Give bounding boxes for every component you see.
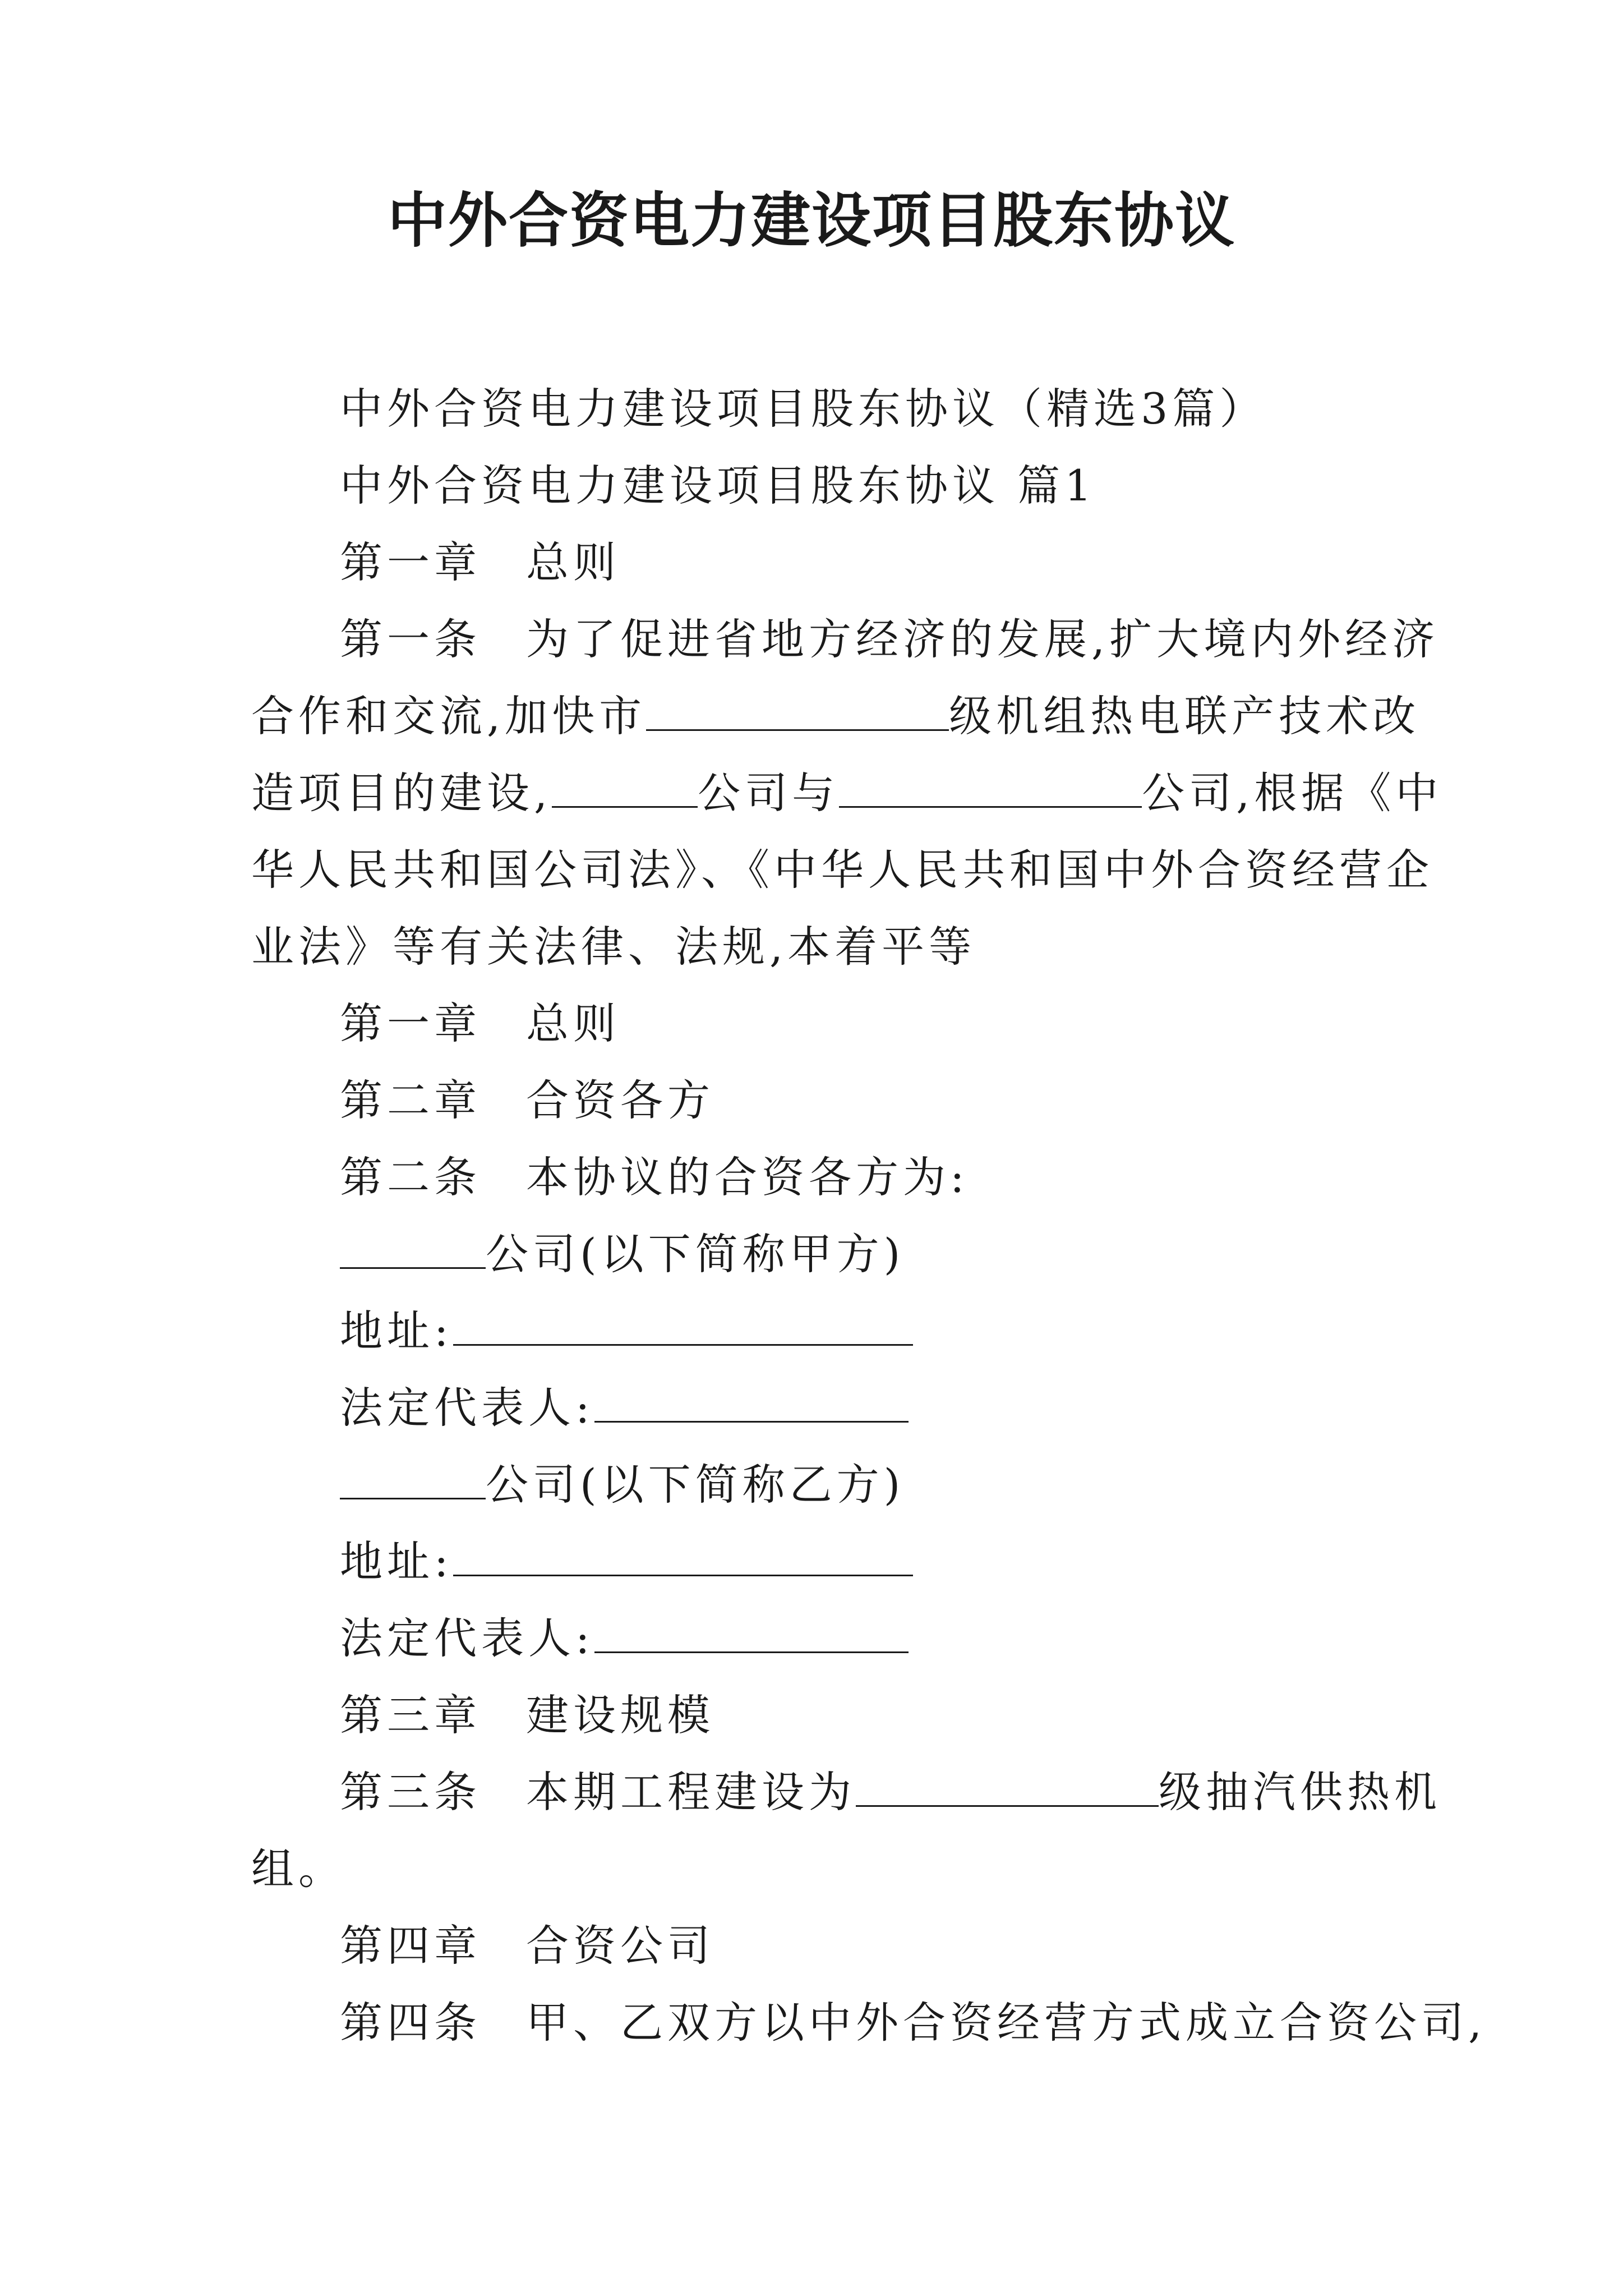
fill-in-blank	[594, 1614, 909, 1653]
article-3-line-2: 组。	[251, 1844, 345, 1894]
party-a-label: 公司(以下简称甲方)	[486, 1229, 905, 1279]
chapter-title: 合资各方	[526, 1075, 714, 1125]
article-label: 第三条	[340, 1767, 481, 1817]
fill-in-blank	[453, 1307, 913, 1346]
article-text: 为了促进省地方经济的发展,扩大境内外经济	[526, 614, 1440, 664]
fill-in-blank	[646, 692, 949, 731]
article-1-line-4: 华人民共和国公司法》、《中华人民共和国中外合资经营企	[251, 845, 1433, 895]
fill-in-blank	[453, 1538, 913, 1576]
chapter-label: 第一章	[340, 537, 481, 587]
article-2	[251, 1139, 1384, 1216]
party-b-address	[251, 1523, 1384, 1600]
article-text: 合作和交流,加快市	[251, 691, 647, 741]
chapter-title: 建设规模	[526, 1690, 714, 1740]
chapter-1-heading	[251, 524, 1384, 601]
chapter-label: 第二章	[340, 1075, 481, 1125]
party-b-label: 公司(以下简称乙方)	[486, 1460, 905, 1510]
article-text: 公司,根据《中	[1142, 768, 1443, 818]
document-body	[251, 370, 1487, 2061]
party-a-address	[251, 1292, 1384, 1369]
article-text: 造项目的建设,	[251, 768, 552, 818]
article-4-line-1	[251, 1984, 1487, 2061]
party-b-line	[251, 1446, 1384, 1523]
party-b-representative	[251, 1600, 1384, 1677]
article-3-line-1	[251, 1754, 1441, 1830]
party-a-line	[251, 1216, 1384, 1292]
article-text: 级抽汽供热机	[1159, 1767, 1441, 1817]
fill-in-blank	[340, 1461, 486, 1499]
party-a-representative	[251, 1369, 1384, 1446]
chapter-label: 第四章	[340, 1921, 481, 1971]
fill-in-blank	[340, 1230, 486, 1269]
article-1-line-2	[251, 678, 1421, 754]
subtitle: 中外合资电力建设项目股东协议（精选3篇）	[340, 384, 1267, 434]
article-text: 本期工程建设为	[526, 1767, 856, 1817]
article-label: 第一条	[340, 614, 481, 664]
article-text: 甲、乙双方以中外合资经营方式成立合资公司,	[526, 1998, 1487, 2047]
address-label: 地址:	[340, 1536, 453, 1586]
article-text: 公司与	[698, 768, 840, 818]
chapter-label: 第一章	[340, 999, 481, 1048]
article-1-line-1	[251, 601, 1440, 678]
article-text: 本协议的合资各方为:	[526, 1152, 969, 1202]
article-1-line-5: 业法》等有关法律、法规,本着平等	[251, 922, 976, 972]
article-1-line-3	[251, 754, 1443, 831]
chapter-label: 第三章	[340, 1690, 481, 1740]
representative-label: 法定代表人:	[340, 1383, 594, 1433]
chapter-4-heading	[251, 1907, 1384, 1984]
chapter-3-heading	[251, 1677, 1384, 1754]
fill-in-blank	[856, 1768, 1159, 1807]
chapter-title: 总则	[526, 537, 620, 587]
chapter-2-heading	[251, 1062, 1384, 1139]
chapter-title: 合资公司	[526, 1921, 714, 1971]
representative-label: 法定代表人:	[340, 1613, 594, 1663]
fill-in-blank	[552, 769, 698, 808]
article-label: 第二条	[340, 1152, 481, 1202]
fill-in-blank	[594, 1384, 909, 1423]
document-title: 中外合资电力建设项目股东协议	[388, 185, 1235, 255]
part-heading: 中外合资电力建设项目股东协议 篇1	[340, 461, 1096, 510]
article-label: 第四条	[340, 1998, 481, 2047]
chapter-1-heading-repeat	[251, 985, 1384, 1062]
chapter-title: 总则	[526, 999, 620, 1048]
address-label: 地址:	[340, 1306, 453, 1356]
fill-in-blank	[839, 769, 1142, 808]
article-text: 级机组热电联产技术改	[949, 691, 1421, 741]
